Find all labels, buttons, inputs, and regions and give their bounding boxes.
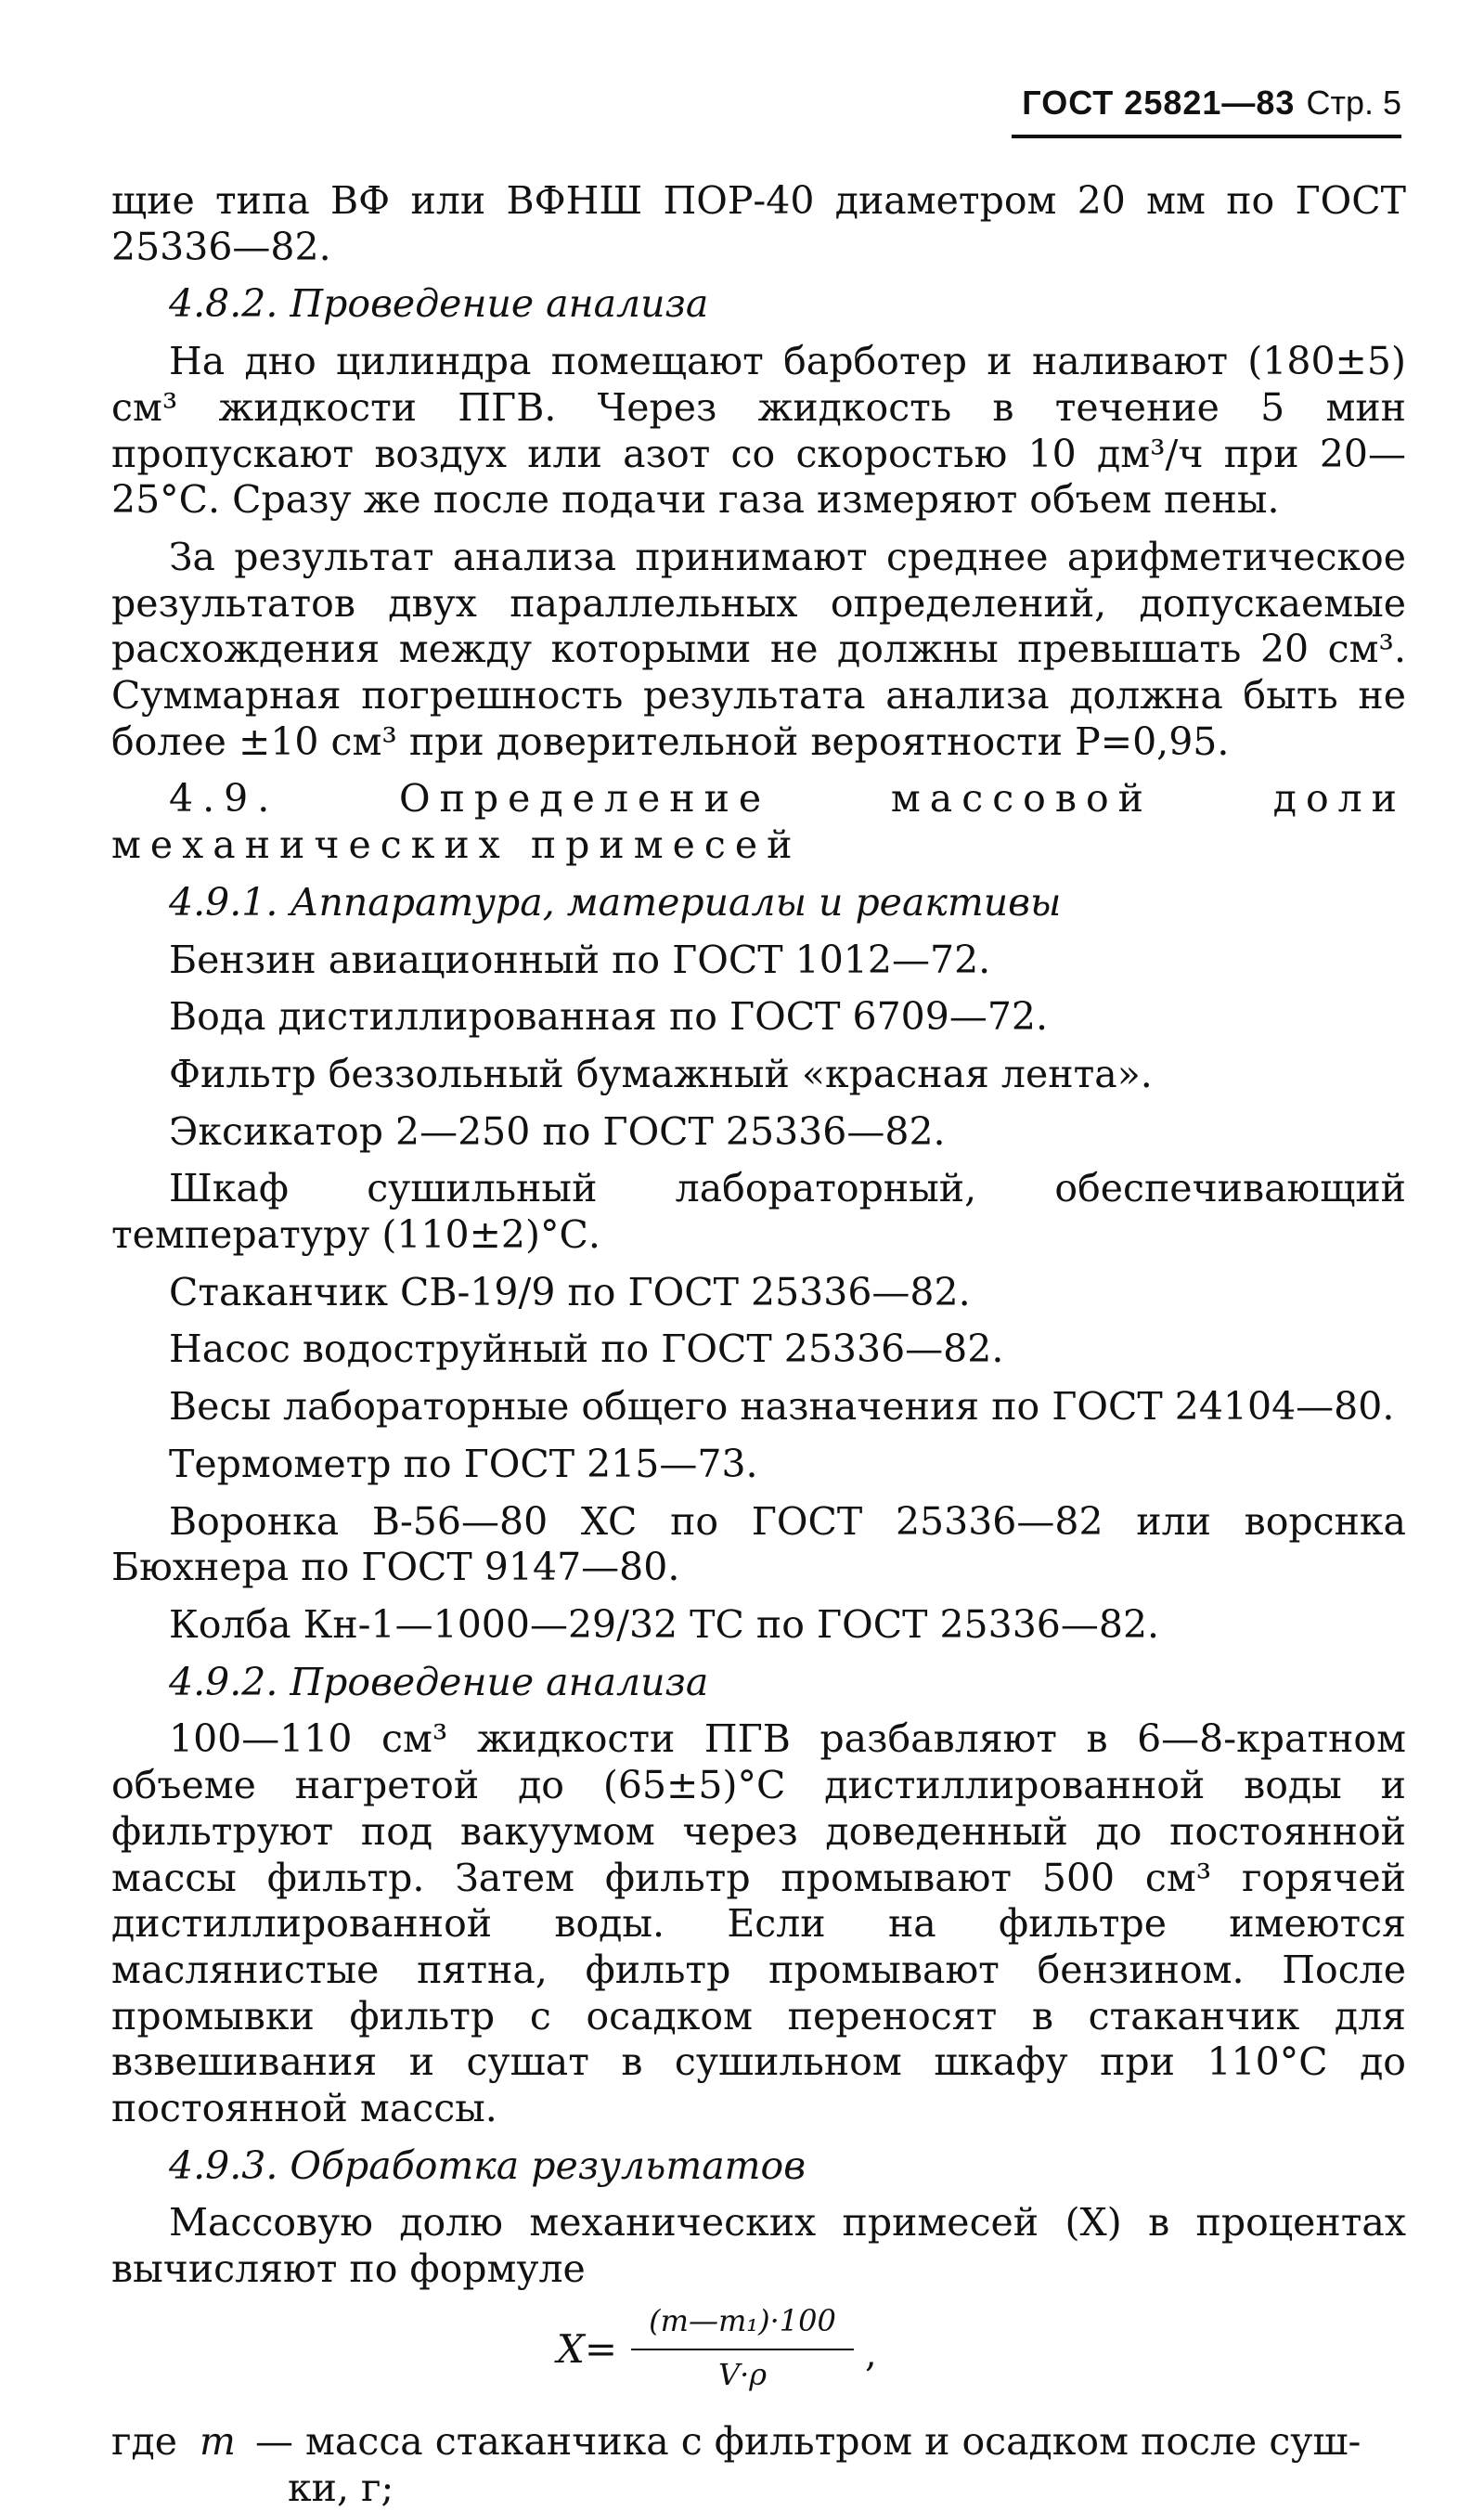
formula <box>111 2298 1406 2410</box>
list-item: Колба Кн-1—1000—29/32 ТС по ГОСТ 25336—82. <box>169 1601 1160 1647</box>
paragraph-continuation: щие типа ВФ или ВФНШ ПОР-40 диаметром 20 мм по ГОСТ 25336—82. <box>111 178 1406 269</box>
section-heading-4-9-3: 4.9.3. Обработка результатов <box>169 2142 807 2188</box>
section-heading-4-9: 4.9. Определение массовой доли механических примесей <box>111 776 1406 868</box>
variable-description: — масса стаканчика с фильтром и осадком после суш- <box>255 2418 1361 2464</box>
document-body <box>111 178 1406 2511</box>
list-item: Воронка В-56—80 ХС по ГОСТ 25336—82 или ворснка Бюхнера по ГОСТ 9147—80. <box>111 1498 1406 1590</box>
variable-definition <box>111 2419 1406 2511</box>
section-heading-4-9-2: 4.9.2. Проведение анализа <box>169 1659 709 1704</box>
header-rule <box>1012 135 1401 138</box>
paragraph-analysis: 100—110 см³ жидкости ПГВ разбавляют в 6—8-кратном объеме нагретой до (65±5)°С дистиллированной воды и фильтруют под вакуумом через доведенный до постоянной массы фильтр. Затем фильтр промывают 500 см³ горячей дистиллированной воды. Если на фильтре имеются маслянистые пятна, фильтр промывают бензином. После промывки фильтр с осадком переносят в стаканчик для взвешивания и сушат в сушильном шкафу при 110°С до постоянной массы. <box>111 1716 1406 2131</box>
list-item: Стаканчик СВ-19/9 по ГОСТ 25336—82. <box>169 1269 971 1314</box>
paragraph-result: За результат анализа принимают среднее арифметическое результатов двух параллельных определений, допускаемые расхождения между которыми не должны превышать 20 см³. Суммарная погрешность результата анализа должна быть не более ±10 см³ при доверительной вероятности P=0,95. <box>111 534 1406 764</box>
variable-symbol: m <box>200 2418 236 2464</box>
list-item: Вода дистиллированная по ГОСТ 6709—72. <box>169 994 1049 1040</box>
list-item: Шкаф сушильный лабораторный, обеспечивающий температуру (110±2)°С. <box>111 1166 1406 1258</box>
formula-tail: , <box>865 2332 877 2375</box>
formula-denominator: V·ρ <box>717 2356 768 2392</box>
standard-number: ГОСТ 25821—83 <box>1022 84 1296 122</box>
page-header <box>1012 84 1401 123</box>
variable-description-continuation: ки, г; <box>288 2465 394 2510</box>
formula-numerator: (m—m₁)·100 <box>649 2302 836 2338</box>
formula-lhs: X= <box>557 2325 618 2372</box>
paragraph-formula-intro: Массовую долю механических примесей (X) в процентах вычисляют по формуле <box>111 2200 1406 2292</box>
list-item: Весы лабораторные общего назначения по ГОСТ 24104—80. <box>169 1384 1395 1430</box>
list-item: Фильтр беззольный бумажный «красная лента». <box>169 1051 1153 1096</box>
list-item: Насос водоструйный по ГОСТ 25336—82. <box>169 1327 1004 1372</box>
page-number: Стр. 5 <box>1306 84 1401 122</box>
list-item: Эксикатор 2—250 по ГОСТ 25336—82. <box>169 1108 946 1154</box>
list-item: Термометр по ГОСТ 215—73. <box>169 1441 758 1486</box>
paragraph-procedure: На дно цилиндра помещают барботер и наливают (180±5) см³ жидкости ПГВ. Через жидкость в течение 5 мин пропускают воздух или азот со скоростью 10 дм³/ч при 20—25°С. Сразу же после подачи газа измеряют объем пены. <box>111 339 1406 523</box>
list-item: Бензин авиационный по ГОСТ 1012—72. <box>169 937 991 982</box>
section-heading-4-8-2: 4.8.2. Проведение анализа <box>169 281 709 327</box>
where-label: где <box>111 2418 177 2464</box>
formula-fraction <box>631 2298 854 2398</box>
section-heading-4-9-1: 4.9.1. Аппаратура, материалы и реактивы <box>169 879 1062 925</box>
